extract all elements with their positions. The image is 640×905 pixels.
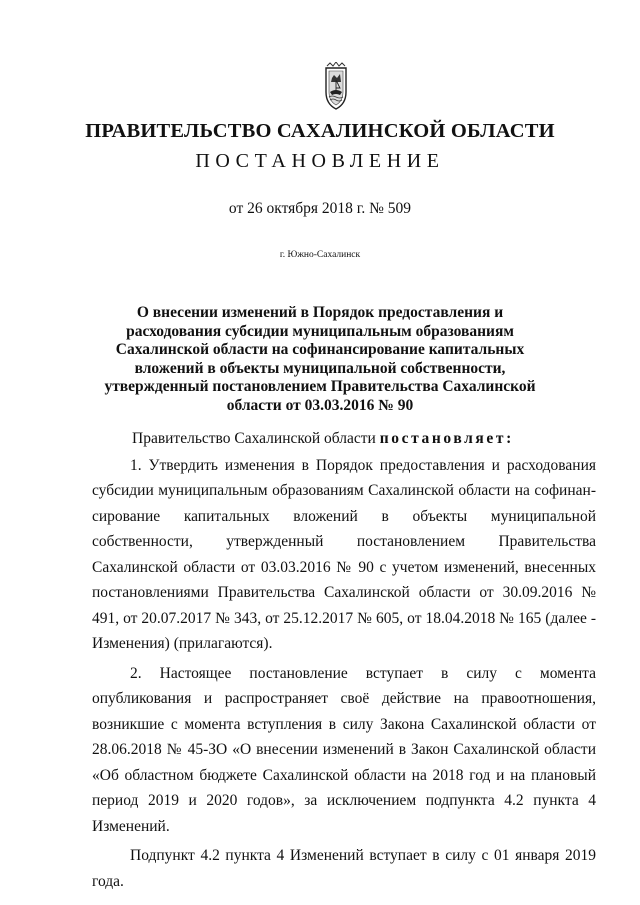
date-and-number: от 26 октября 2018 г. № 509 [228, 200, 412, 217]
document-type: ПОСТАНОВЛЕНИЕ [195, 150, 445, 172]
intro-text: Правительство Сахалинской области [132, 430, 380, 447]
sakhalin-coat-of-arms-icon [318, 62, 354, 112]
paragraph-item-2: 2. Настоящее постановление вступает в силу с момента опубликования и распространяет своё действие на правоотношения, возникшие с момента вступления в силу Закона Сахалинской области от 28.06.2018 № 45-ЗО «О внесении изменений в Закон Сахалинской области «Об областном бюджете Сахалинской области на 2018 год и на плановый период 2019 и 2020 годов», за исключением подпункта 4.2 пункта 4 Изменений. [92, 664, 596, 835]
resolves-word: постановляет: [379, 430, 514, 447]
paragraph-item-3: Подпункт 4.2 пункта 4 Изменений вступает в силу с 01 января 2019 года. [92, 847, 596, 890]
government-title: ПРАВИТЕЛЬСТВО САХАЛИНСКОЙ ОБЛАСТИ [85, 120, 555, 142]
city-name: г. Южно-Сахалинск [279, 250, 361, 260]
document-body [92, 426, 596, 894]
intro-paragraph [92, 426, 596, 452]
document-heading: О внесении изменений в Порядок предоставления и расходования субсидии муниципальным образованиям Сахалинской области на софинансирование капитальных вложений в объекты муниципальной собственности, утвержденный постановлением Правительства Сахалинской области от 03.03.2016 № 90 [104, 304, 536, 414]
paragraph-item-1: 1. Утвердить изменения в Порядок предоставления и расходования субсидии муниципальным образованиям Сахалинской области на софинансирование капитальных вложений в объекты муниципальной собственности, утвержденный постановлением Правительства Сахалинской области от 03.03.2016 № 90 с учетом изменений, внесенных постановлениями Правительства Сахалинской области от 30.09.2016 № 491, от 20.07.2017 № 343, от 25.12.2017 № 605, от 18.04.2018 № 165 (далее - Изменения) (прилагаются). [92, 456, 596, 652]
